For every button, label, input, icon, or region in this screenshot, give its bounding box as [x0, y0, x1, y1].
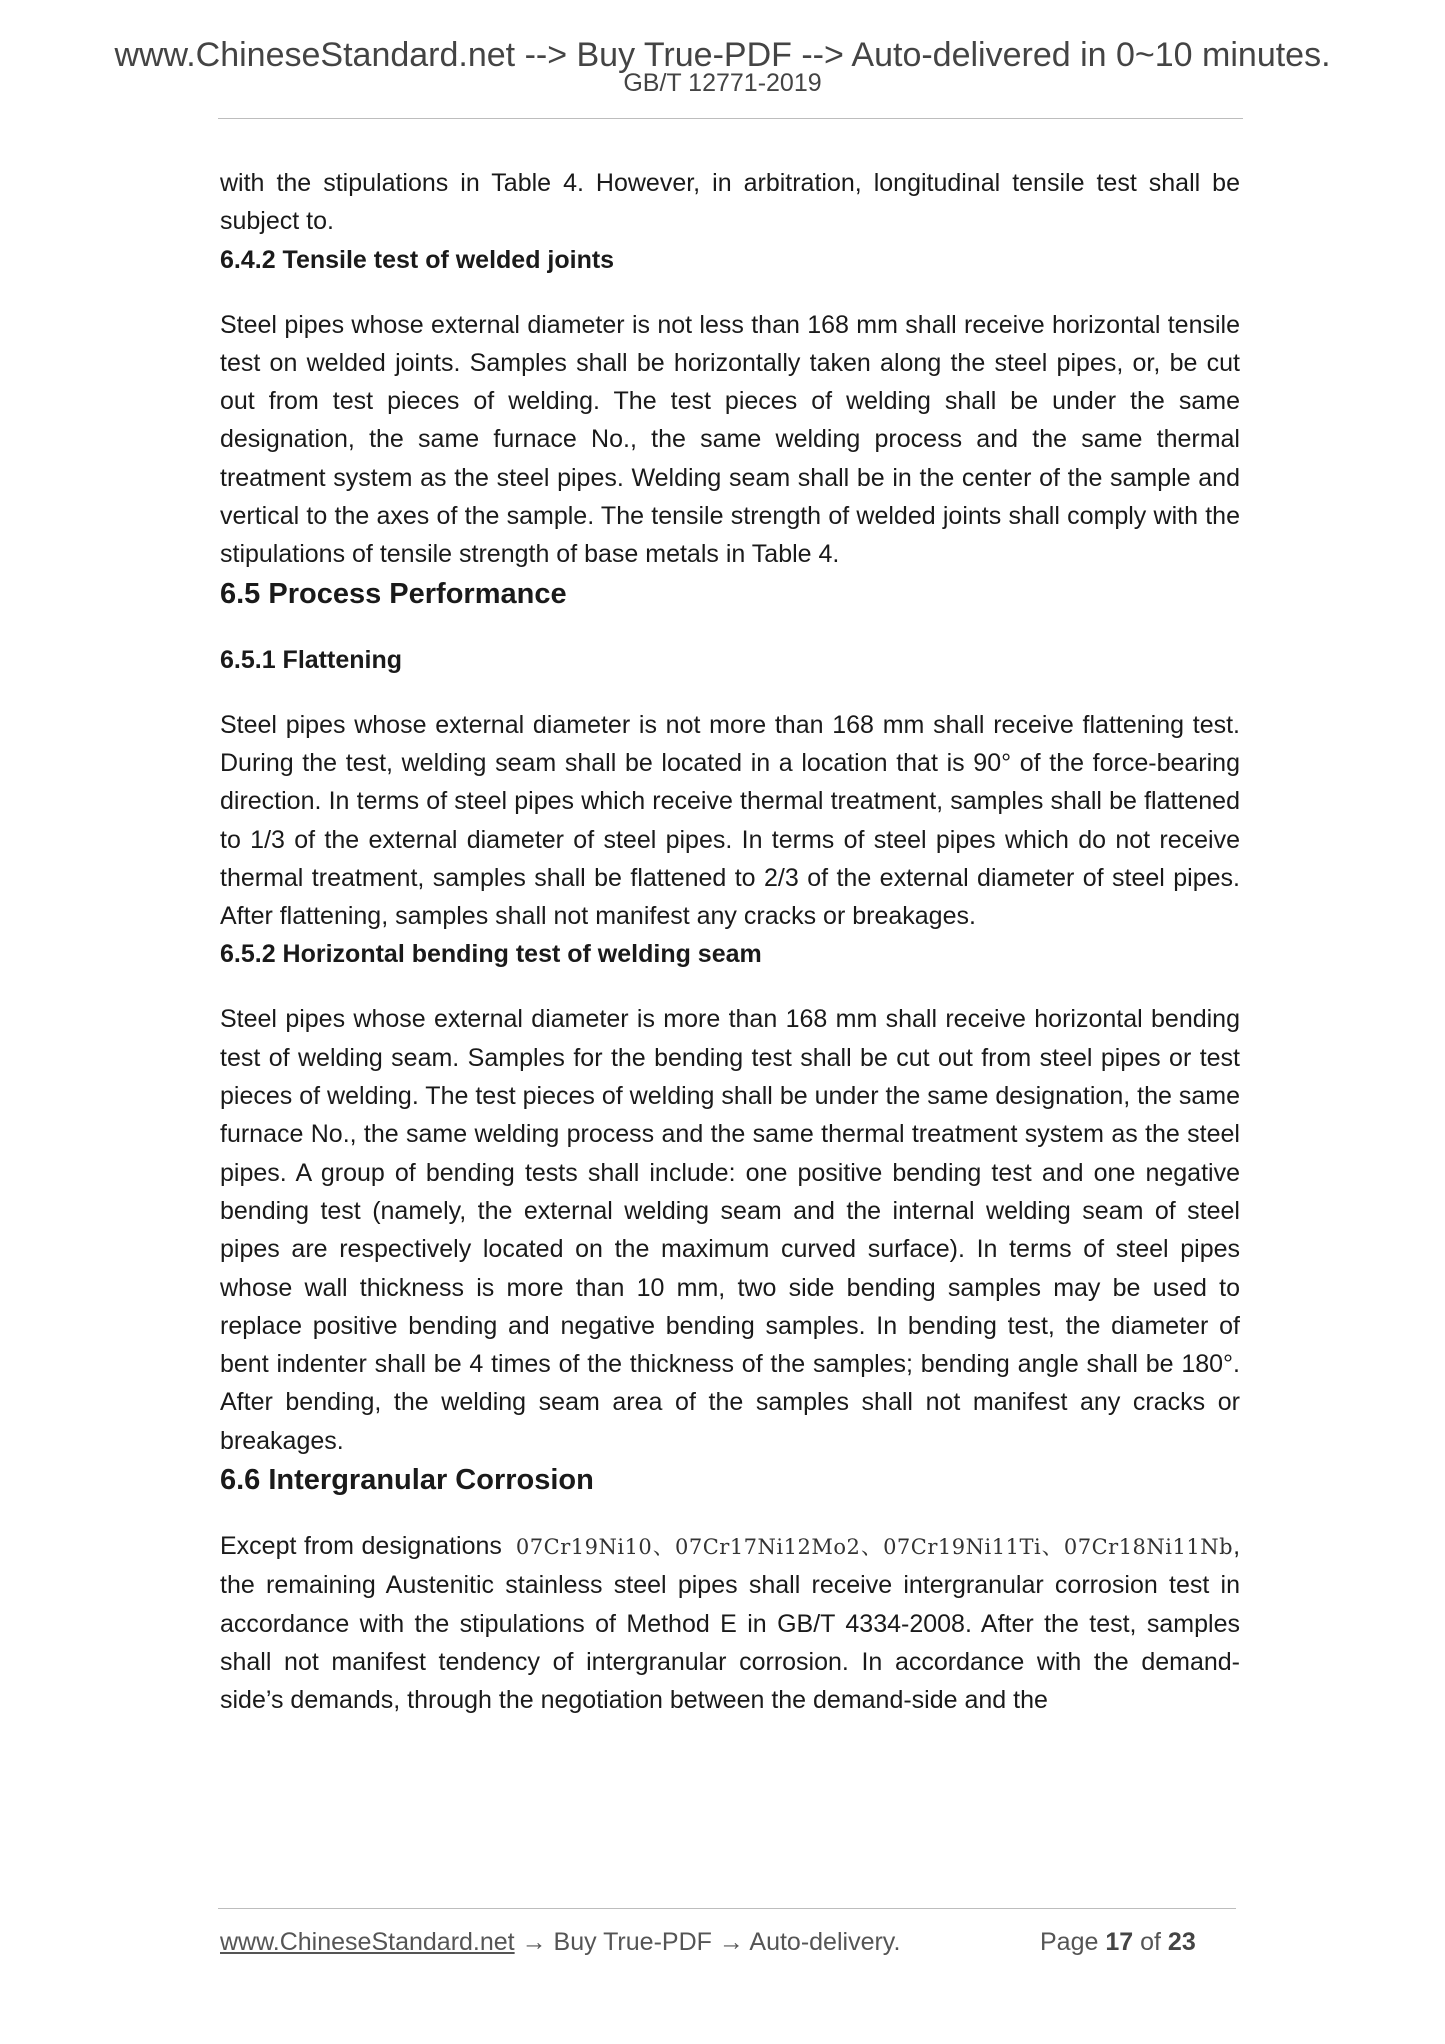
page-current: 17: [1105, 1928, 1134, 1956]
footer-site-link[interactable]: www.ChineseStandard.net: [220, 1928, 515, 1956]
heading-6-5: 6.5 Process Performance: [220, 577, 567, 610]
heading-6-6: 6.6 Intergranular Corrosion: [220, 1464, 594, 1497]
paragraph-6-5-1: Steel pipes whose external diameter is not more than 168 mm shall receive flattening test. During the test, welding seam shall be located in a location that is 90° of the force-bearing direction. In terms of steel pipes which receive thermal treatment, samples shall be flattened to 1/3 of the external diameter of steel pipes. In terms of steel pipes which do not receive thermal treatment, samples shall be flattened to 2/3 of the external diameter of steel pipes. After flattening, samples shall not manifest any cracks or breakages.: [220, 710, 1240, 931]
intro-paragraph: with the stipulations in Table 4. However, in arbitration, longitudinal tensile test shall be subject to.: [220, 169, 1240, 236]
footer-divider: [218, 1908, 1236, 1909]
heading-6-5-2: 6.5.2 Horizontal bending test of welding seam: [220, 940, 762, 969]
page-total: 23: [1167, 1928, 1196, 1956]
paragraph-6-6: [220, 1527, 1240, 1719]
document-body: [220, 164, 1240, 1720]
paragraph-6-6-lead: Except from designations: [220, 1532, 502, 1561]
page-of: of: [1140, 1928, 1161, 1956]
heading-6-5-1: 6.5.1 Flattening: [220, 645, 402, 674]
header-divider: [218, 118, 1243, 119]
footer-tagline: → Buy True-PDF → Auto-delivery.: [514, 1928, 901, 1956]
steel-designations: 07Cr19Ni10、07Cr17Ni12Mo2、07Cr19Ni11Ti、07Cr18Ni11Nb: [515, 1535, 1234, 1560]
page-label: Page: [1040, 1928, 1099, 1956]
site-banner: www.ChineseStandard.net --> Buy True-PDF --> Auto-delivered in 0~10 minutes.: [114, 36, 1331, 74]
paragraph-6-6-rest: , the remaining Austenitic stainless steel pipes shall receive intergranular corrosion test in accordance with the stipulations of Method E in GB/T 4334-2008. After the test, samples shall not manifest tendency of intergranular corrosion. In accordance with the demand-side’s demands, through the negotiation between the demand-side and the: [220, 1532, 1241, 1715]
footer-left: [220, 1930, 900, 1955]
paragraph-6-5-2: Steel pipes whose external diameter is more than 168 mm shall receive horizontal bending test of welding seam. Samples for the bending test shall be cut out from steel pipes or test pieces of welding. The test pieces of welding shall be under the same designation, the same furnace No., the same welding process and the same thermal treatment system as the steel pipes. A group of bending tests shall include: one positive bending test and one negative bending test (namely, the external welding seam and the internal welding seam of steel pipes are respectively located on the maximum curved surface). In terms of steel pipes whose wall thickness is more than 10 mm, two side bending samples may be used to replace positive bending and negative bending samples. In bending test, the diameter of bent indenter shall be 4 times of the thickness of the samples; bending angle shall be 180°. After bending, the welding seam area of the samples shall not manifest any cracks or breakages.: [220, 1005, 1240, 1455]
heading-6-4-2: 6.4.2 Tensile test of welded joints: [220, 245, 615, 274]
standard-code: GB/T 12771-2019: [623, 69, 822, 97]
page-indicator: [1040, 1930, 1196, 1955]
paragraph-6-4-2: Steel pipes whose external diameter is not less than 168 mm shall receive horizontal tensile test on welded joints. Samples shall be horizontally taken along the steel pipes, or, be cut out from test pieces of welding. The test pieces of welding shall be under the same designation, the same furnace No., the same welding process and the same thermal treatment system as the steel pipes. Welding seam shall be in the center of the sample and vertical to the axes of the sample. The tensile strength of welded joints shall comply with the stipulations of tensile strength of base metals in Table 4.: [220, 310, 1240, 569]
